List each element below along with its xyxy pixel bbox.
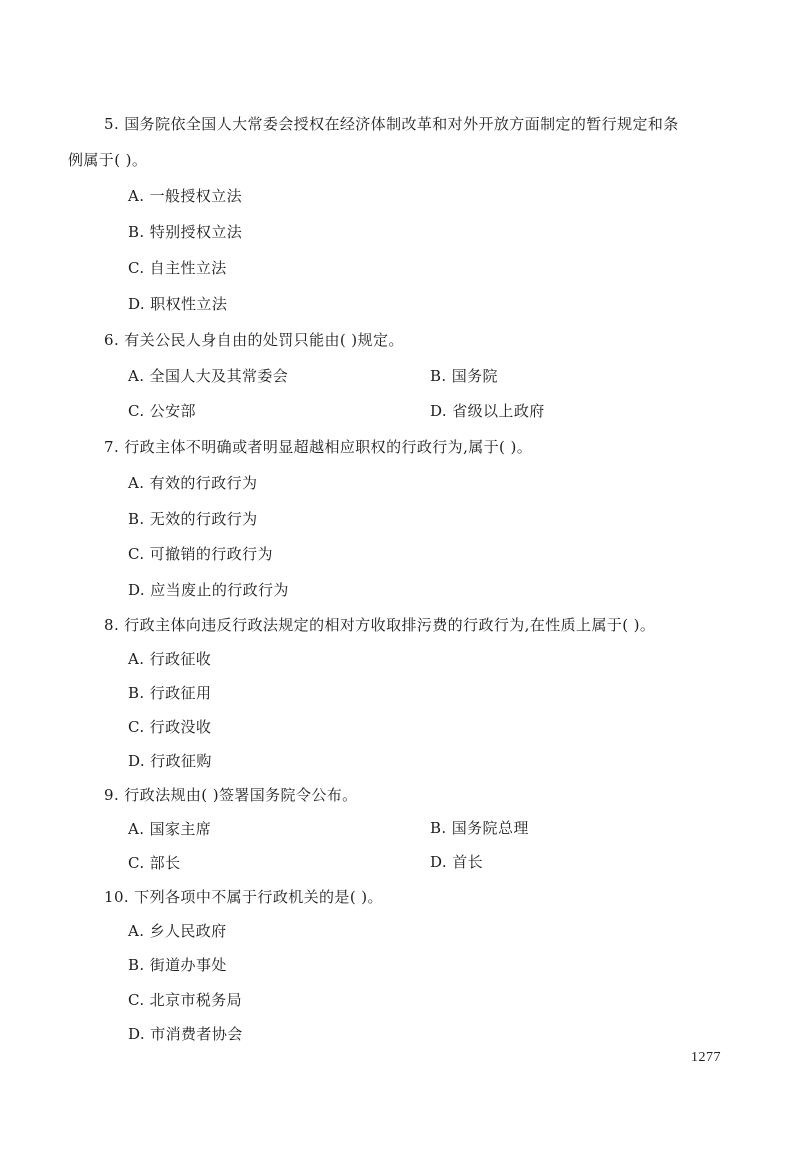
question-10-option-c: C. 北京市税务局 (128, 991, 243, 1009)
question-5-option-d: D. 职权性立法 (128, 295, 228, 313)
question-10-option-a: A. 乡人民政府 (128, 922, 227, 940)
question-6-option-b: B. 国务院 (430, 367, 498, 385)
question-8-option-a: A. 行政征收 (128, 650, 212, 668)
question-8-text: 8. 行政主体向违反行政法规定的相对方收取排污费的行政行为,在性质上属于( )。 (104, 616, 656, 634)
question-5-option-a: A. 一般授权立法 (128, 187, 242, 205)
question-9-option-d: D. 首长 (430, 853, 484, 871)
question-6-text: 6. 有关公民人身自由的处罚只能由( )规定。 (104, 331, 404, 349)
question-10-option-b: B. 街道办事处 (128, 956, 227, 974)
question-10-option-d: D. 市消费者协会 (128, 1025, 243, 1043)
question-8-option-b: B. 行政征用 (128, 684, 212, 702)
question-7-option-c: C. 可撤销的行政行为 (128, 545, 273, 563)
question-9-text: 9. 行政法规由( )签署国务院令公布。 (104, 786, 358, 804)
question-10-text: 10. 下列各项中不属于行政机关的是( )。 (104, 888, 383, 906)
question-7-option-d: D. 应当废止的行政行为 (128, 581, 289, 599)
question-5-option-c: C. 自主性立法 (128, 259, 227, 277)
question-5-text-continued: 例属于( )。 (68, 151, 148, 169)
question-9-option-c: C. 部长 (128, 854, 181, 872)
question-8-option-c: C. 行政没收 (128, 718, 212, 736)
page-number: 1277 (691, 1050, 721, 1065)
question-7-option-a: A. 有效的行政行为 (128, 474, 258, 492)
question-8-option-d: D. 行政征购 (128, 752, 212, 770)
question-6-option-a: A. 全国人大及其常委会 (128, 367, 289, 385)
question-9-option-b: B. 国务院总理 (430, 819, 529, 837)
question-7-text: 7. 行政主体不明确或者明显超越相应职权的行政行为,属于( )。 (104, 438, 533, 456)
question-7-option-b: B. 无效的行政行为 (128, 510, 258, 528)
question-5-option-b: B. 特别授权立法 (128, 223, 243, 241)
question-6-option-c: C. 公安部 (128, 402, 196, 420)
question-6-option-d: D. 省级以上政府 (430, 402, 545, 420)
question-9-option-a: A. 国家主席 (128, 820, 212, 838)
question-5-text: 5. 国务院依全国人大常委会授权在经济体制改革和对外开放方面制定的暂行规定和条 (104, 115, 679, 133)
